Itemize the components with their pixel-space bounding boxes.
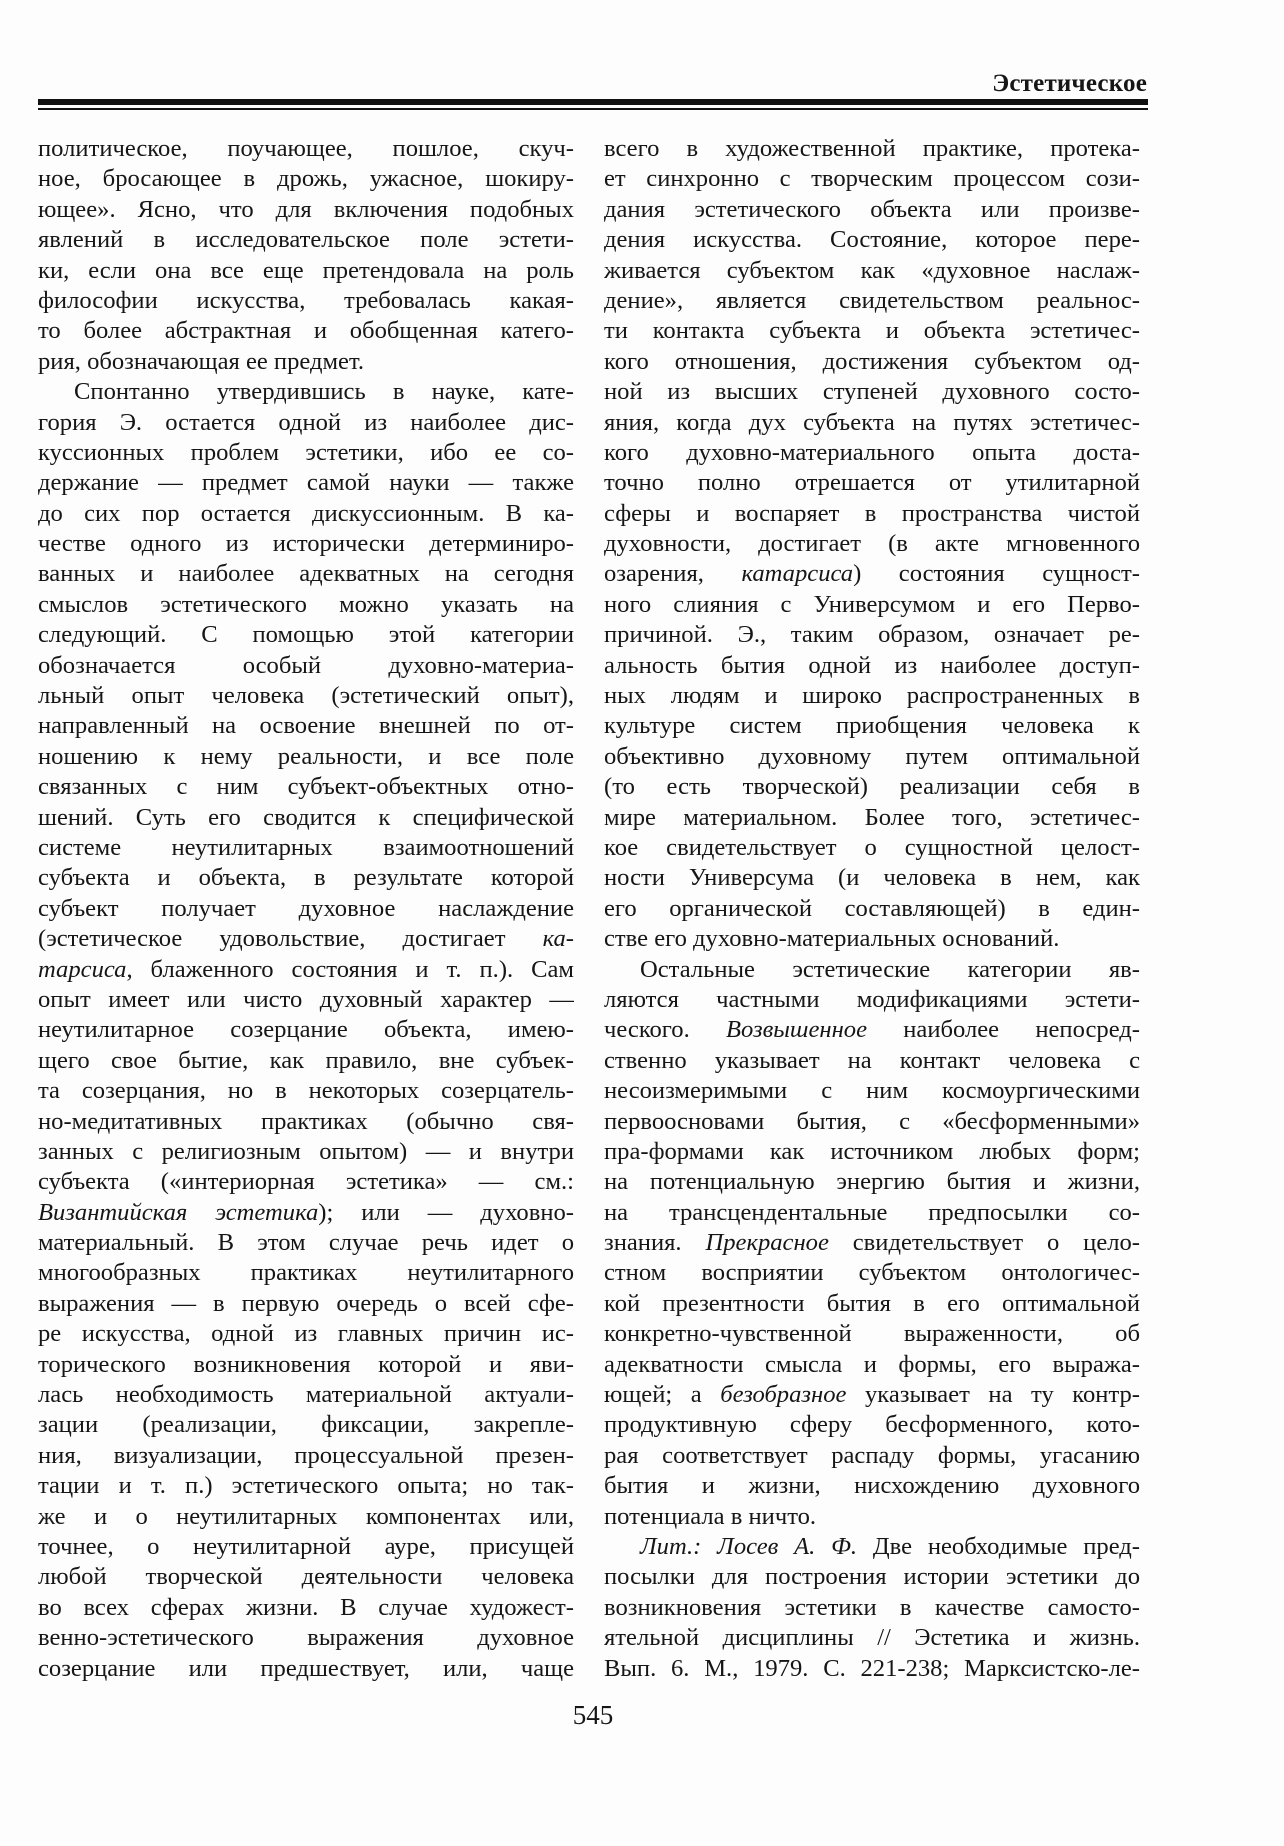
text-line <box>604 1471 1140 1501</box>
text-segment: стве его духовно-материальных оснований. <box>604 925 1060 953</box>
text-line <box>38 1167 574 1197</box>
text-line <box>604 1046 1140 1076</box>
text-segment: рия, обозначающая ее предмет. <box>38 347 365 375</box>
italic-segment: безобразное <box>720 1381 847 1409</box>
text-line <box>38 164 574 194</box>
text-segment: то более абстрактная и обобщенная катего- <box>38 317 574 345</box>
text-segment: ного слияния с Универсумом и его Перво- <box>604 590 1140 618</box>
text-segment: честве одного из исторически детерминиро- <box>38 530 574 558</box>
text-line <box>604 1502 1140 1532</box>
text-segment: выражения — в первую очередь о всей сфе- <box>38 1289 574 1317</box>
text-line <box>38 286 574 316</box>
text-line <box>604 590 1140 620</box>
text-segment: его органической составляющей) в един- <box>604 894 1140 922</box>
italic-segment: Возвышенное <box>725 1016 868 1044</box>
text-line <box>38 863 574 893</box>
text-segment: кого духовно-материального опыта доста- <box>604 438 1140 466</box>
text-line <box>38 529 574 559</box>
text-segment: же и о неутилитарных компонентах или, <box>38 1502 574 1530</box>
text-segment: шений. Суть его сводится к специфической <box>38 803 574 831</box>
text-line <box>604 742 1140 772</box>
text-segment: дания эстетического объекта или произве- <box>604 195 1140 223</box>
text-line <box>604 1350 1140 1380</box>
text-segment: Остальные эстетические категории яв- <box>640 955 1140 983</box>
text-line <box>38 924 574 954</box>
text-line <box>604 985 1140 1015</box>
text-line <box>38 408 574 438</box>
text-segment: опыт имеет или чисто духовный характер — <box>38 985 574 1013</box>
text-segment: политическое, поучающее, пошлое, скуч- <box>38 135 574 162</box>
text-segment: ) состояния сущност- <box>853 560 1140 588</box>
text-segment: стном восприятии субъектом онтологичес- <box>604 1259 1140 1287</box>
text-line <box>38 1198 574 1228</box>
text-line <box>604 225 1140 255</box>
text-line <box>38 803 574 833</box>
text-segment: на потенциальную энергию бытия и жизни, <box>604 1168 1140 1196</box>
text-segment: ляются частными модификациями эстети- <box>604 985 1140 1013</box>
text-segment: ношению к нему реальности, и все поле <box>38 742 574 770</box>
text-segment: адекватности смысла и формы, его выража- <box>604 1350 1140 1378</box>
text-segment: но-медитативных практиках (обычно свя- <box>38 1107 574 1135</box>
text-line <box>38 1350 574 1380</box>
text-line <box>38 742 574 772</box>
text-line <box>38 1471 574 1501</box>
text-line <box>38 377 574 407</box>
text-segment: пра-формами как источником любых форм; <box>604 1137 1140 1165</box>
text-segment: ти контакта субъекта и объекта эстетичес- <box>604 317 1140 345</box>
text-segment: зации (реализации, фиксации, закрепле- <box>38 1411 574 1439</box>
text-line <box>38 195 574 225</box>
text-segment: многообразных практиках неутилитарного <box>38 1259 574 1287</box>
text-segment: во всех сферах жизни. В случае художест- <box>38 1593 574 1621</box>
text-line <box>38 1654 574 1684</box>
text-line <box>38 955 574 985</box>
text-line <box>38 1107 574 1137</box>
text-segment: яния, когда дух субъекта на путях эстетичес- <box>604 408 1140 436</box>
text-segment: кое свидетельствует о сущностной целост- <box>604 833 1140 861</box>
header-rule-thick <box>38 99 1148 105</box>
text-line <box>38 833 574 863</box>
text-segment: до сих пор остается дискуссионным. В ка- <box>38 499 574 527</box>
text-segment: созерцание или предшествует, или, чаще <box>38 1654 574 1682</box>
text-line <box>604 955 1140 985</box>
text-line <box>38 1502 574 1532</box>
text-line <box>604 1319 1140 1349</box>
text-line <box>604 559 1140 589</box>
text-segment: продуктивную сферу бесформенного, кото- <box>604 1411 1140 1439</box>
text-segment: объективно духовному путем оптимальной <box>604 742 1140 770</box>
text-line <box>38 1015 574 1045</box>
text-line <box>38 1562 574 1592</box>
text-segment: щего свое бытие, как правило, вне субъек- <box>38 1046 574 1074</box>
text-line <box>604 468 1140 498</box>
text-line <box>604 1654 1140 1684</box>
text-segment: связанных с ним субъект-объектных отно- <box>38 773 574 801</box>
text-segment: Спонтанно утвердившись в науке, кате- <box>74 378 574 406</box>
text-segment: философии искусства, требовалась какая- <box>38 286 574 314</box>
italic-segment: ка- <box>542 925 574 953</box>
italic-segment: Лит.: Лосев А. Ф. <box>640 1532 858 1560</box>
italic-segment: Прекрасное <box>705 1229 829 1257</box>
italic-segment: тарсиса <box>38 955 127 983</box>
text-line <box>38 1532 574 1562</box>
text-line <box>604 377 1140 407</box>
text-line <box>604 1593 1140 1623</box>
text-segment: дение», является свидетельством реальнос- <box>604 286 1140 314</box>
text-line <box>38 1623 574 1653</box>
text-line <box>38 559 574 589</box>
italic-segment: Византийская эстетика <box>38 1198 319 1226</box>
text-segment: материальный. В этом случае речь идет о <box>38 1229 574 1257</box>
text-segment: ности Универсума (и человека в нем, как <box>604 864 1140 892</box>
text-segment: рая соответствует распаду формы, угасанию <box>604 1441 1140 1469</box>
text-line <box>604 1137 1140 1167</box>
text-line <box>604 833 1140 863</box>
text-segment: культуре систем приобщения человека к <box>604 712 1140 740</box>
text-segment: дения искусства. Состояние, которое пере- <box>604 226 1140 254</box>
text-line <box>38 985 574 1015</box>
text-segment: тации и т. п.) эстетического опыта; но так- <box>38 1472 574 1500</box>
header-rule-thin <box>38 108 1148 110</box>
text-segment: торического возникновения которой и яви- <box>38 1350 574 1378</box>
text-segment: ятельной дисциплины // Эстетика и жизнь. <box>604 1624 1140 1652</box>
text-line <box>604 711 1140 741</box>
text-segment: ной из высших ступеней духовного состо- <box>604 378 1140 406</box>
right-column <box>604 134 1140 1684</box>
text-segment: субъект получает духовное наслаждение <box>38 894 574 922</box>
text-line <box>38 499 574 529</box>
text-line <box>604 772 1140 802</box>
text-line <box>38 134 574 164</box>
text-segment: следующий. С помощью этой категории <box>38 621 574 649</box>
text-segment: всего в художественной практике, протека- <box>604 135 1140 162</box>
text-segment: кого отношения, достижения субъектом од- <box>604 347 1140 375</box>
text-segment: бытия и жизни, нисхождению духовного <box>604 1472 1140 1500</box>
text-line <box>604 499 1140 529</box>
text-segment: неутилитарное созерцание объекта, имею- <box>38 1016 574 1044</box>
text-line <box>38 681 574 711</box>
text-segment: причиной. Э., таким образом, означает ре- <box>604 621 1140 649</box>
text-line <box>38 1228 574 1258</box>
text-segment: ющей; а <box>604 1381 721 1409</box>
text-segment: держание — предмет самой науки — также <box>38 469 574 497</box>
text-line <box>38 1076 574 1106</box>
text-line <box>38 1319 574 1349</box>
text-segment: ственно указывает на контакт человека с <box>604 1046 1140 1074</box>
running-head: Эстетическое <box>992 70 1147 97</box>
text-segment: ющее». Ясно, что для включения подобных <box>38 195 574 223</box>
text-line <box>604 1015 1140 1045</box>
text-line <box>604 1258 1140 1288</box>
text-line <box>38 772 574 802</box>
text-line <box>38 1593 574 1623</box>
text-line <box>38 1380 574 1410</box>
text-line <box>604 134 1140 164</box>
text-line <box>38 1410 574 1440</box>
text-line <box>604 1532 1140 1562</box>
text-segment: любой творческой деятельности человека <box>38 1563 574 1591</box>
text-segment: ); или — духовно- <box>318 1198 574 1226</box>
text-segment: несоизмеримыми с ним космоургическими <box>604 1077 1140 1105</box>
text-segment: венно-эстетического выражения духовное <box>38 1624 574 1652</box>
text-segment: ное, бросающее в дрожь, ужасное, шокиру- <box>38 165 574 193</box>
text-line <box>604 316 1140 346</box>
text-line <box>604 1198 1140 1228</box>
text-line <box>604 863 1140 893</box>
text-segment: куссионных проблем эстетики, ибо ее со- <box>38 438 574 466</box>
text-segment: живается субъектом как «духовное наслаж- <box>604 256 1140 284</box>
text-line <box>604 529 1140 559</box>
text-segment: ния, визуализации, процессуальной презен- <box>38 1441 574 1469</box>
page-number: 545 <box>572 1700 614 1730</box>
text-line <box>38 347 574 377</box>
text-line <box>604 1441 1140 1471</box>
text-segment: наиболее непосред- <box>867 1016 1140 1044</box>
text-segment: субъекта («интериорная эстетика» — см.: <box>38 1168 574 1196</box>
italic-segment: катарсиса <box>741 560 854 588</box>
text-segment: (эстетическое удовольствие, достигает <box>38 925 543 953</box>
text-line <box>38 438 574 468</box>
text-segment: ных людям и широко распространенных в <box>604 682 1140 710</box>
text-line <box>604 651 1140 681</box>
text-segment: первоосновами бытия, с «бесформенными» <box>604 1107 1140 1135</box>
left-column <box>38 134 574 1684</box>
text-line <box>604 620 1140 650</box>
text-line <box>604 408 1140 438</box>
text-segment: знания. <box>604 1229 706 1257</box>
text-line <box>604 1623 1140 1653</box>
text-segment: точнее, о неутилитарной ауре, присущей <box>38 1532 574 1560</box>
text-segment: смыслов эстетического можно указать на <box>38 590 574 618</box>
text-line <box>38 620 574 650</box>
text-line <box>38 1046 574 1076</box>
text-segment: Две необходимые пред- <box>857 1532 1140 1560</box>
text-segment: ванных и наиболее адекватных на сегодня <box>38 560 574 588</box>
text-line <box>604 164 1140 194</box>
text-segment: возникновения эстетики в качестве самосто- <box>604 1593 1140 1621</box>
text-line <box>38 256 574 286</box>
text-segment: ет синхронно с творческим процессом сози- <box>604 165 1140 193</box>
text-line <box>38 1441 574 1471</box>
text-segment: сферы и воспаряет в пространства чистой <box>604 499 1140 527</box>
text-line <box>38 468 574 498</box>
text-segment: кой презентности бытия в его оптимальной <box>604 1289 1140 1317</box>
text-line <box>38 1258 574 1288</box>
text-line <box>38 225 574 255</box>
text-line <box>38 1137 574 1167</box>
text-line <box>38 590 574 620</box>
text-line <box>38 1289 574 1319</box>
text-line <box>604 681 1140 711</box>
text-line <box>604 1380 1140 1410</box>
text-segment: озарения, <box>604 560 742 588</box>
text-segment: та созерцания, но в некоторых созерцатель- <box>38 1077 574 1105</box>
text-line <box>604 1228 1140 1258</box>
text-line <box>604 924 1140 954</box>
text-segment: посылки для построения истории эстетики до <box>604 1563 1140 1591</box>
text-segment: льный опыт человека (эстетический опыт), <box>38 682 574 710</box>
text-segment: мире материальном. Более того, эстетичес- <box>604 803 1140 831</box>
text-segment: указывает на ту контр- <box>846 1381 1140 1409</box>
text-line <box>604 803 1140 833</box>
text-segment: на трансцендентальные предпосылки со- <box>604 1198 1140 1226</box>
text-segment: альность бытия одной из наиболее доступ- <box>604 651 1140 679</box>
text-line <box>604 347 1140 377</box>
text-line <box>604 1562 1140 1592</box>
text-line <box>604 1289 1140 1319</box>
text-line <box>604 1076 1140 1106</box>
text-line <box>604 894 1140 924</box>
text-segment: Вып. 6. М., 1979. С. 221-238; Марксистско-ле- <box>604 1654 1140 1682</box>
text-line <box>604 1167 1140 1197</box>
text-segment: занных с религиозным опытом) — и внутри <box>38 1137 574 1165</box>
text-line <box>604 195 1140 225</box>
text-line <box>38 894 574 924</box>
text-segment: ре искусства, одной из главных причин ис- <box>38 1320 574 1348</box>
text-line <box>604 438 1140 468</box>
text-segment: (то есть творческой) реализации себя в <box>604 773 1140 801</box>
text-line <box>604 1410 1140 1440</box>
text-segment: обозначается особый духовно-материа- <box>38 651 574 679</box>
text-segment: свидетельствует о цело- <box>828 1229 1140 1257</box>
text-segment: духовности, достигает (в акте мгновенного <box>604 530 1140 558</box>
text-line <box>604 1107 1140 1137</box>
text-line <box>604 256 1140 286</box>
text-segment: субъекта и объекта, в результате которой <box>38 864 574 892</box>
text-segment: конкретно-чувственной выраженности, об <box>604 1320 1140 1348</box>
text-segment: гория Э. остается одной из наиболее дис- <box>38 408 574 436</box>
text-segment: потенциала в ничто. <box>604 1502 817 1530</box>
text-segment: , блаженного состояния и т. п.). Сам <box>126 955 574 983</box>
text-line <box>38 316 574 346</box>
text-segment: ки, если она все еще претендовала на роль <box>38 256 574 284</box>
text-segment: лась необходимость материальной актуали- <box>38 1381 574 1409</box>
text-line <box>38 711 574 741</box>
text-segment: ческого. <box>604 1016 726 1044</box>
text-segment: явлений в исследовательское поле эстети- <box>38 226 574 254</box>
text-segment: системе неутилитарных взаимоотношений <box>38 833 574 861</box>
text-line <box>604 286 1140 316</box>
text-segment: направленный на освоение внешней по от- <box>38 712 574 740</box>
text-segment: точно полно отрешается от утилитарной <box>604 469 1140 497</box>
text-line <box>38 651 574 681</box>
